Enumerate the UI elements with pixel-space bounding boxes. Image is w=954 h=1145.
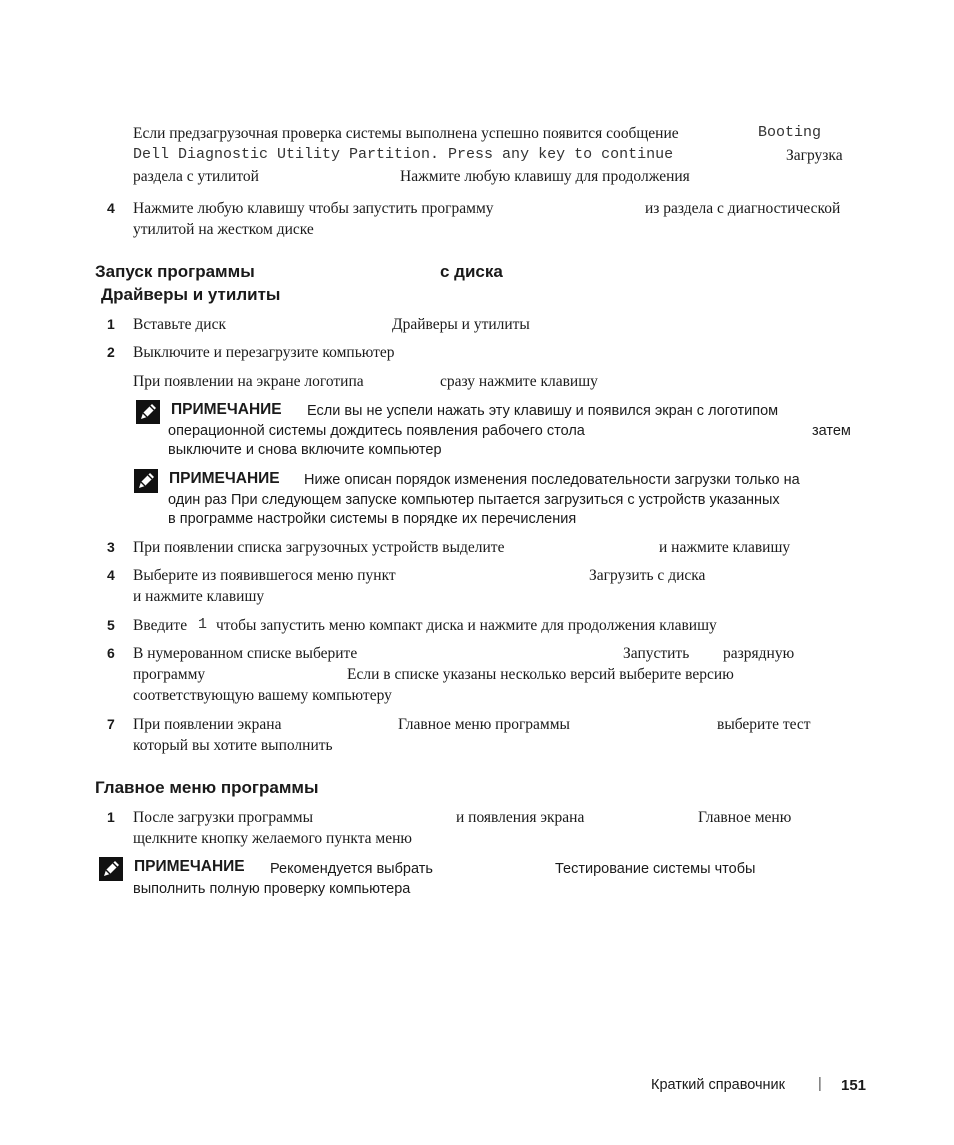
s2-step1-line1a: После загрузки программы [133,809,313,826]
step5-text-b: чтобы запустить меню компакт диска и нажмите для продолжения клавишу [216,617,717,634]
intro-line2-text: Загрузка [786,147,843,164]
step2-sub-a: При появлении на экране логотипа [133,373,364,390]
note-label: ПРИМЕЧАНИЕ [169,470,280,487]
step1-text-a: Вставьте диск [133,316,226,333]
footer-separator: | [818,1076,822,1092]
step3-text-b: и нажмите клавишу [659,539,791,556]
step4b-line2: и нажмите клавишу [133,588,265,605]
note-pencil-icon [136,400,160,424]
step2-sub-b: сразу нажмите клавишу [440,373,598,390]
intro-text: Если предзагрузочная проверка системы выполнена успешно появится сообщение [133,125,679,142]
step-number: 6 [107,645,115,661]
section-heading-main-menu: Главное меню программы [95,778,319,797]
step6-line1a: В нумерованном списке выберите [133,645,358,662]
step-number: 5 [107,617,115,633]
note2-line2: один раз При следующем запуске компьютер пытается загрузиться с устройств указанных [168,492,780,508]
step2-text: Выключите и перезагрузите компьютер [133,344,395,361]
section-heading-b: с диска [440,262,503,281]
step-number: 1 [107,316,115,332]
s2-step1-line1b: и появления экрана [456,809,585,826]
step5-text-a: Введите [133,617,188,634]
step4b-text-a: Выберите из появившегося меню пункт [133,567,396,584]
step6-line3: соответствующую вашему компьютеру [133,687,392,704]
intro-line3a: раздела с утилитой [133,168,259,185]
step1-text-b: Драйверы и утилиты [392,316,530,333]
step-number: 7 [107,716,115,732]
note-pencil-icon [134,469,158,493]
step-number: 3 [107,539,115,555]
s2-note-line1b: Тестирование системы чтобы [555,861,756,877]
intro-line3b: Нажмите любую клавишу для продолжения [400,168,690,185]
note1-line3: выключите и снова включите компьютер [168,442,442,458]
step-number: 2 [107,344,115,360]
note1-line2a: операционной системы дождитесь появления рабочего стола [168,423,585,439]
step7-line1b: Главное меню программы [398,716,570,733]
s2-step1-line1c: Главное меню [698,809,792,826]
footer-title: Краткий справочник [651,1077,785,1093]
intro-code-booting: Booting [758,124,822,141]
step4-line2: утилитой на жестком диске [133,221,314,238]
step-number: 4 [107,200,115,216]
step6-line1b: Запустить [623,645,690,662]
intro-line1 [133,123,679,144]
step4-line1a: Нажмите любую клавишу чтобы запустить программу [133,200,494,217]
s2-note-line2: выполнить полную проверку компьютера [133,881,411,897]
note-label: ПРИМЕЧАНИЕ [171,401,282,418]
step-number: 1 [107,809,115,825]
step5-code: 1 [198,616,208,633]
note1-line1: Если вы не успели нажать эту клавишу и появился экран с логотипом [307,403,779,419]
step6-line1c: разрядную [723,645,795,662]
step7-line1a: При появлении экрана [133,716,282,733]
note1-line2b: затем [812,423,851,439]
step4-line1b: из раздела с диагностической [645,200,841,217]
note2-line3: в программе настройки системы в порядке их перечисления [168,511,577,527]
step3-text-a: При появлении списка загрузочных устройств выделите [133,539,505,556]
note-pencil-icon [99,857,123,881]
section-heading-line2: Драйверы и утилиты [101,285,281,304]
step6-line2a: программу [133,666,206,683]
step-number: 4 [107,567,115,583]
note2-line1: Ниже описан порядок изменения последовательности загрузки только на [304,472,800,488]
note-label: ПРИМЕЧАНИЕ [134,858,245,875]
step7-line1c: выберите тест [717,716,811,733]
s2-step1-line2: щелкните кнопку желаемого пункта меню [133,830,412,847]
intro-code-line: Dell Diagnostic Utility Partition. Press any key to continue [133,146,674,163]
step6-line2b: Если в списке указаны несколько версий выберите версию [347,666,734,683]
step4b-text-b: Загрузить с диска [589,567,706,584]
s2-note-line1a: Рекомендуется выбрать [270,861,433,877]
section-heading-a: Запуск программы [95,262,255,281]
step7-line2: который вы хотите выполнить [133,737,333,754]
page-number: 151 [841,1077,867,1094]
